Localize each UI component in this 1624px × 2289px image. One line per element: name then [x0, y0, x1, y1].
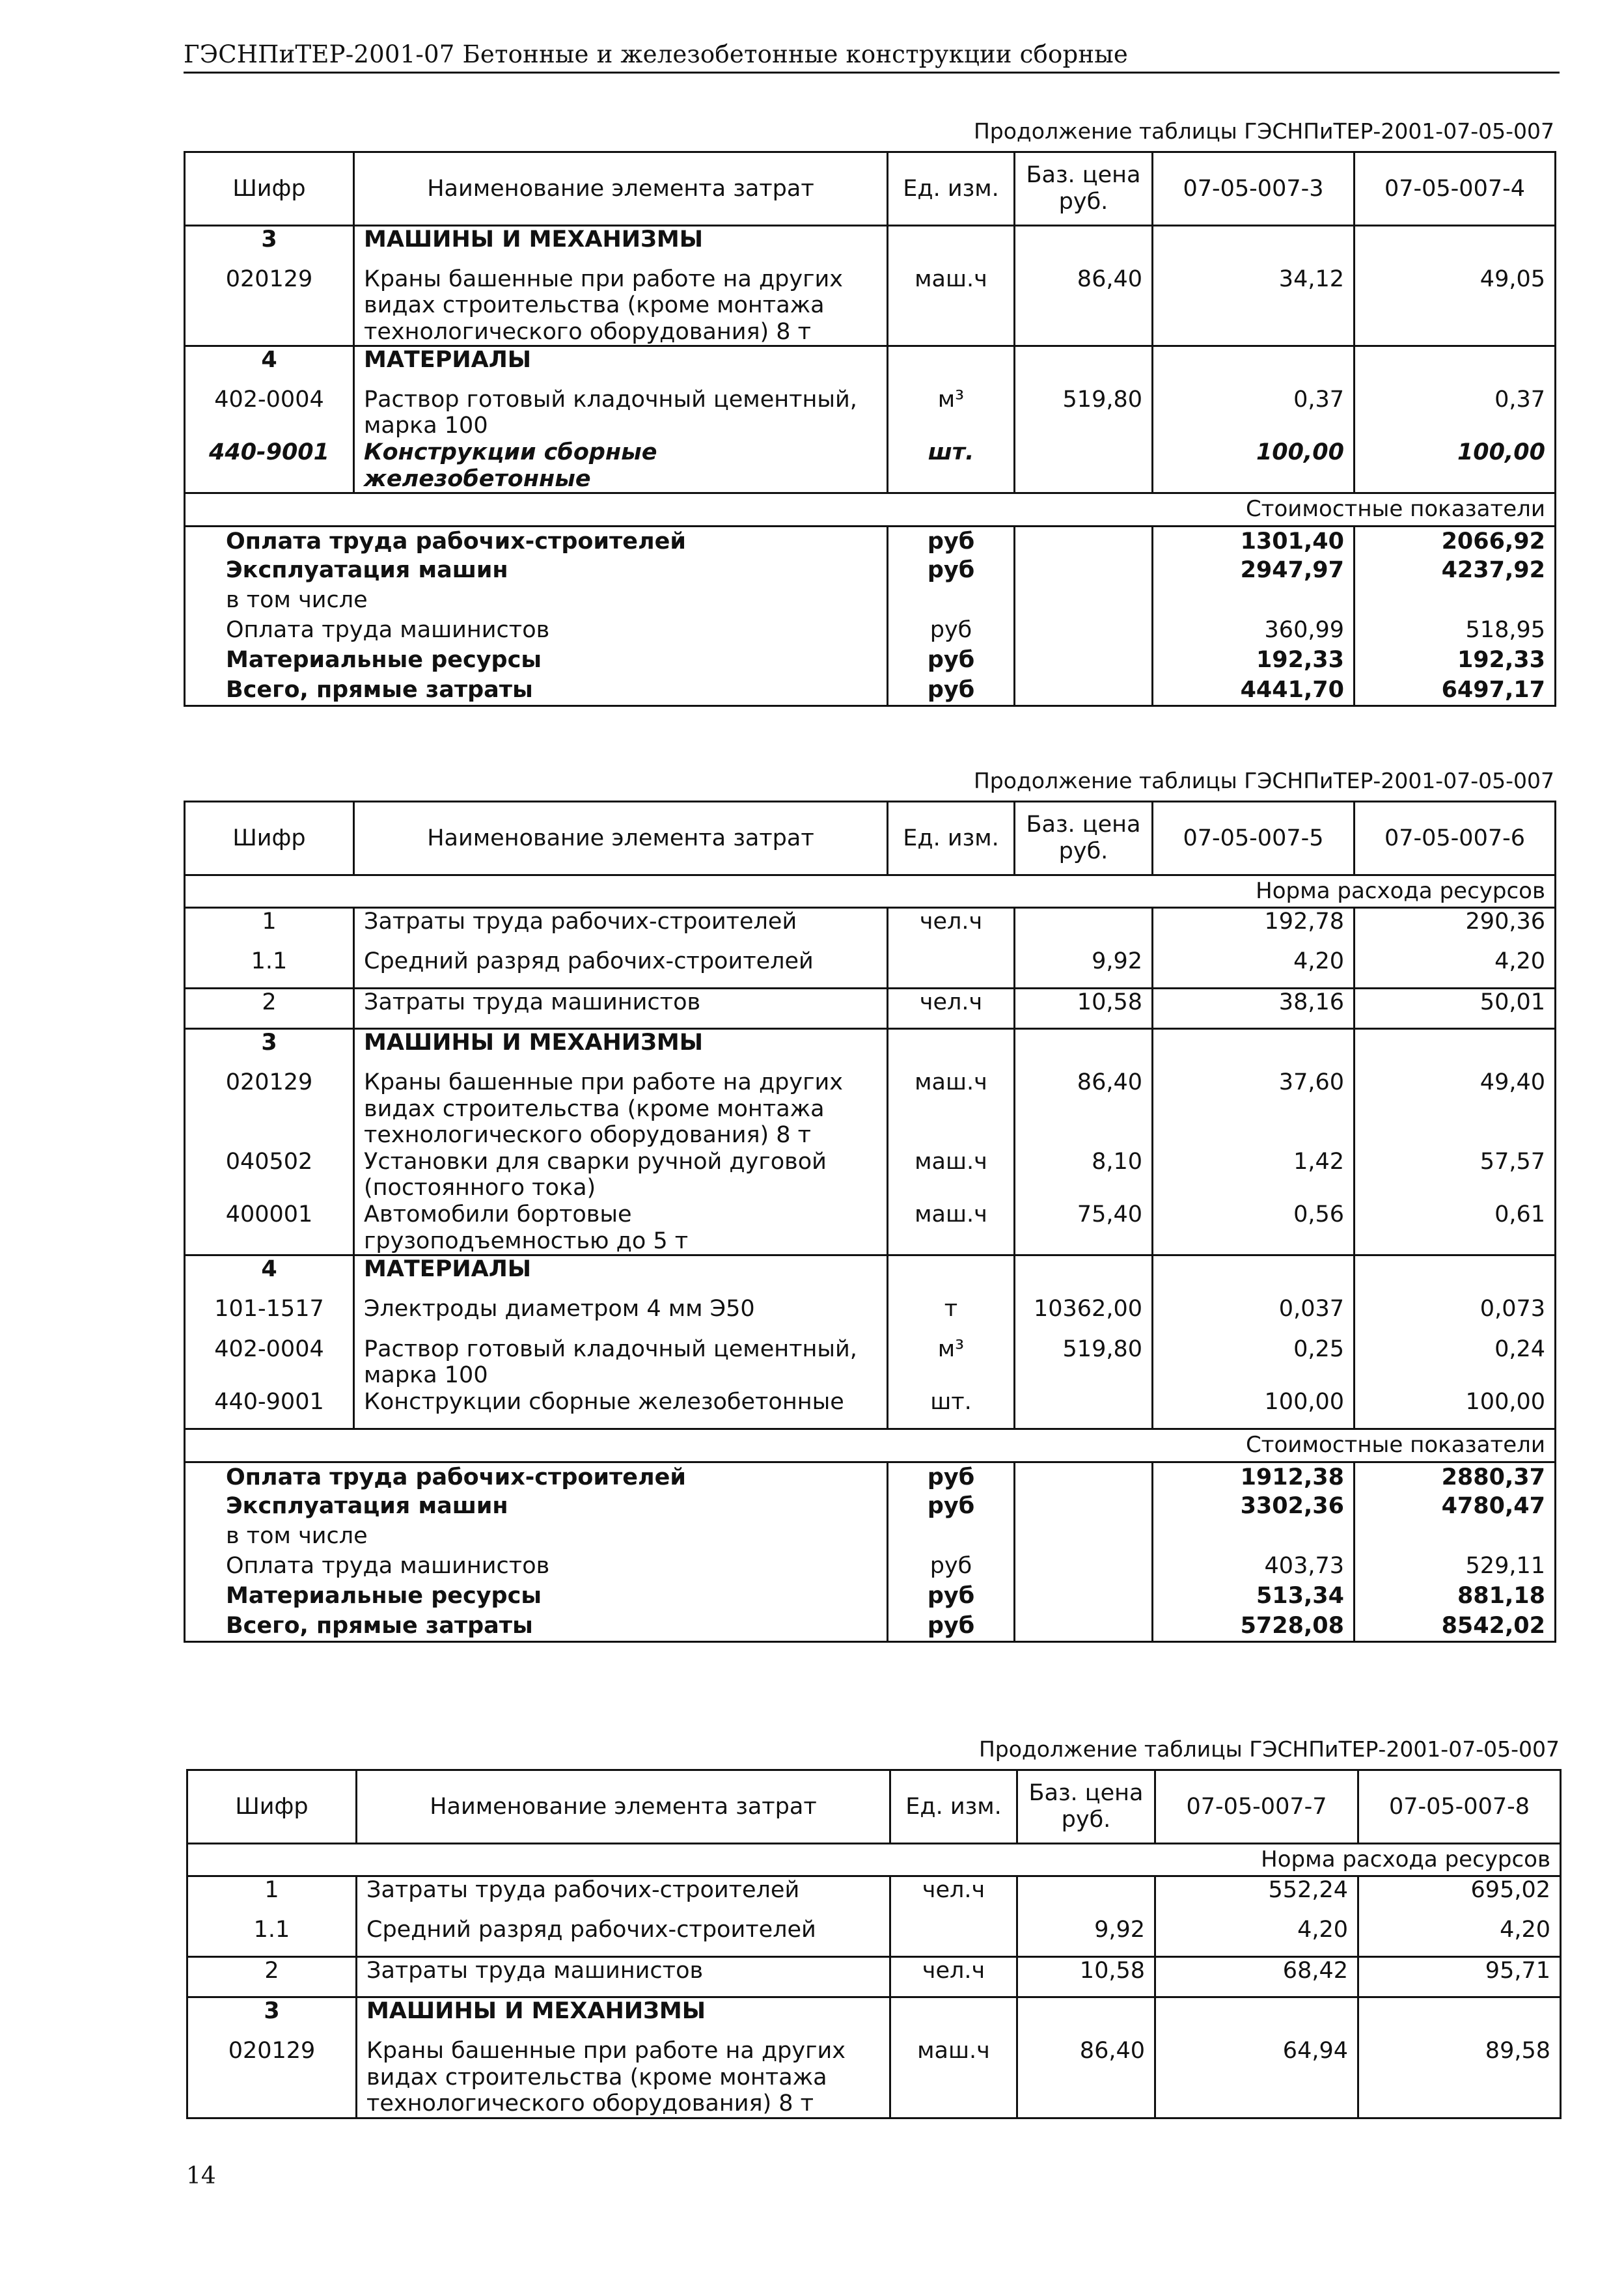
resource-table [186, 1769, 1562, 2119]
row-value-a: 4,20 [1153, 948, 1355, 989]
table-row [187, 1957, 1561, 1997]
row-base-price: 9,92 [1015, 948, 1153, 989]
row-base-price [1015, 1389, 1153, 1429]
table-row [185, 346, 1556, 387]
cost-base-price [1015, 616, 1153, 646]
row-code: 402-0004 [185, 387, 354, 439]
row-name: Затраты труда рабочих-строителей [357, 1876, 890, 1917]
table-caption: Продолжение таблицы ГЭСНПиТЕР-2001-07-05-007 [973, 118, 1554, 144]
cost-value-a: 4441,70 [1153, 676, 1355, 706]
row-value-b: 49,40 [1355, 1069, 1556, 1149]
column-header-name: Наименование элемента затрат [354, 802, 888, 875]
row-unit: маш.ч [888, 1149, 1015, 1201]
row-value-a [1153, 1029, 1355, 1069]
cost-row [185, 526, 1556, 556]
column-header-code: Шифр [185, 152, 354, 226]
row-unit [888, 1255, 1015, 1296]
row-value-b: 95,71 [1358, 1957, 1561, 1997]
row-base-price [1015, 1029, 1153, 1069]
row-code: 400001 [185, 1201, 354, 1255]
table-row [185, 226, 1556, 266]
cost-unit: руб [888, 616, 1015, 646]
cost-base-price [1015, 676, 1153, 706]
row-value-b: 49,05 [1355, 266, 1556, 346]
table-row [187, 1997, 1561, 2038]
column-header-code: Шифр [185, 802, 354, 875]
cost-value-b: 2066,92 [1355, 526, 1556, 556]
row-base-price [1015, 346, 1153, 387]
column-header-unit: Ед. изм. [888, 802, 1015, 875]
cost-base-price [1015, 1582, 1153, 1611]
table-row [185, 439, 1556, 493]
row-base-price: 519,80 [1015, 387, 1153, 439]
row-base-price: 10,58 [1015, 989, 1153, 1029]
row-code: 3 [185, 1029, 354, 1069]
row-unit: чел.ч [888, 908, 1015, 948]
table-row [185, 989, 1556, 1029]
row-base-price: 86,40 [1015, 1069, 1153, 1149]
cost-label: Оплата труда рабочих-строителей [185, 526, 888, 556]
row-base-price [1015, 439, 1153, 493]
row-code: 2 [187, 1957, 357, 1997]
table-row [185, 1029, 1556, 1069]
row-name: Конструкции сборные железобетонные [354, 439, 888, 493]
row-name: МАТЕРИАЛЫ [354, 346, 888, 387]
row-code: 101-1517 [185, 1296, 354, 1336]
row-base-price [1015, 1255, 1153, 1296]
row-code: 020129 [187, 2038, 357, 2118]
row-value-a: 64,94 [1155, 2038, 1358, 2118]
cost-value-a: 1912,38 [1153, 1462, 1355, 1492]
table-header-row [187, 1770, 1561, 1844]
cost-label: Оплата труда машинистов [185, 616, 888, 646]
cost-value-a: 5728,08 [1153, 1611, 1355, 1641]
cost-value-a: 513,34 [1153, 1582, 1355, 1611]
row-name: Электроды диаметром 4 мм Э50 [354, 1296, 888, 1336]
norm-caption: Норма расхода ресурсов [185, 875, 1556, 908]
cost-row [185, 556, 1556, 586]
cost-label: Оплата труда машинистов [185, 1552, 888, 1582]
cost-caption-row [185, 493, 1556, 526]
cost-unit: руб [888, 526, 1015, 556]
cost-value-a: 3302,36 [1153, 1492, 1355, 1522]
cost-value-a: 360,99 [1153, 616, 1355, 646]
column-header-unit: Ед. изм. [890, 1770, 1017, 1844]
column-header-norm-a: 07-05-007-3 [1153, 152, 1355, 226]
row-value-b: 57,57 [1355, 1149, 1556, 1201]
row-name: Краны башенные при работе на других видах строительства (кроме монтажа технологического оборудования) 8 т [354, 1069, 888, 1149]
row-value-b: 0,073 [1355, 1296, 1556, 1336]
row-value-b: 100,00 [1355, 1389, 1556, 1429]
row-name: Установки для сварки ручной дуговой (постоянного тока) [354, 1149, 888, 1201]
cost-value-a: 192,33 [1153, 646, 1355, 676]
column-header-norm-a: 07-05-007-7 [1155, 1770, 1358, 1844]
table-row [185, 1201, 1556, 1255]
cost-value-b [1355, 1522, 1556, 1552]
row-value-a: 34,12 [1153, 266, 1355, 346]
row-value-b [1358, 1997, 1561, 2038]
resource-table [184, 801, 1556, 1643]
cost-value-b: 518,95 [1355, 616, 1556, 646]
column-header-unit: Ед. изм. [888, 152, 1015, 226]
column-header-code: Шифр [187, 1770, 357, 1844]
page-number: 14 [186, 2163, 216, 2189]
cost-label: в том числе [185, 1522, 888, 1552]
row-code: 440-9001 [185, 1389, 354, 1429]
cost-base-price [1015, 1462, 1153, 1492]
row-unit: т [888, 1296, 1015, 1336]
row-base-price: 10362,00 [1015, 1296, 1153, 1336]
row-base-price: 86,40 [1015, 266, 1153, 346]
row-code: 2 [185, 989, 354, 1029]
row-code: 440-9001 [185, 439, 354, 493]
row-value-b: 4,20 [1358, 1917, 1561, 1957]
row-value-a: 4,20 [1155, 1917, 1358, 1957]
column-header-norm-b: 07-05-007-4 [1355, 152, 1556, 226]
row-code: 3 [187, 1997, 357, 2038]
cost-value-b: 2880,37 [1355, 1462, 1556, 1492]
row-value-a [1153, 226, 1355, 266]
row-unit [888, 226, 1015, 266]
row-value-a [1153, 346, 1355, 387]
row-unit: маш.ч [888, 266, 1015, 346]
table-row [185, 1389, 1556, 1429]
cost-value-b: 4780,47 [1355, 1492, 1556, 1522]
row-unit: чел.ч [888, 989, 1015, 1029]
column-header-base-price: Баз. цена руб. [1017, 1770, 1155, 1844]
table-row [185, 1296, 1556, 1336]
table-row [187, 1876, 1561, 1917]
row-value-b: 0,61 [1355, 1201, 1556, 1255]
cost-base-price [1015, 646, 1153, 676]
cost-unit: руб [888, 1462, 1015, 1492]
table-row [185, 1255, 1556, 1296]
cost-unit: руб [888, 1582, 1015, 1611]
row-unit: чел.ч [890, 1876, 1017, 1917]
row-base-price: 86,40 [1017, 2038, 1155, 2118]
row-code: 1.1 [187, 1917, 357, 1957]
row-value-a: 68,42 [1155, 1957, 1358, 1997]
cost-label: Всего, прямые затраты [185, 676, 888, 706]
row-value-b: 695,02 [1358, 1876, 1561, 1917]
cost-row [185, 1522, 1556, 1552]
table-row [187, 1917, 1561, 1957]
row-base-price [1015, 908, 1153, 948]
row-unit [890, 1917, 1017, 1957]
table-row [185, 1336, 1556, 1389]
row-name: Затраты труда машинистов [354, 989, 888, 1029]
cost-row [185, 1462, 1556, 1492]
cost-value-b [1355, 586, 1556, 616]
column-header-norm-b: 07-05-007-6 [1355, 802, 1556, 875]
row-unit [888, 346, 1015, 387]
row-value-b: 0,37 [1355, 387, 1556, 439]
row-value-b: 100,00 [1355, 439, 1556, 493]
row-code: 3 [185, 226, 354, 266]
cost-value-a [1153, 586, 1355, 616]
row-name: МАШИНЫ И МЕХАНИЗМЫ [357, 1997, 890, 2038]
cost-base-price [1015, 556, 1153, 586]
row-unit: маш.ч [888, 1069, 1015, 1149]
cost-unit: руб [888, 556, 1015, 586]
cost-value-a: 1301,40 [1153, 526, 1355, 556]
row-value-a: 37,60 [1153, 1069, 1355, 1149]
row-value-b [1355, 226, 1556, 266]
cost-row [185, 1611, 1556, 1641]
cost-base-price [1015, 1522, 1153, 1552]
column-header-base-price: Баз. цена руб. [1015, 802, 1153, 875]
row-unit [890, 1997, 1017, 2038]
row-value-a [1153, 1255, 1355, 1296]
cost-value-b: 529,11 [1355, 1552, 1556, 1582]
row-code: 1 [187, 1876, 357, 1917]
row-value-a: 0,037 [1153, 1296, 1355, 1336]
row-code: 040502 [185, 1149, 354, 1201]
row-code: 1 [185, 908, 354, 948]
column-header-norm-b: 07-05-007-8 [1358, 1770, 1561, 1844]
cost-value-b: 881,18 [1355, 1582, 1556, 1611]
row-name: МАШИНЫ И МЕХАНИЗМЫ [354, 226, 888, 266]
resource-table [184, 151, 1556, 707]
cost-label: Оплата труда рабочих-строителей [185, 1462, 888, 1492]
row-base-price: 10,58 [1017, 1957, 1155, 1997]
row-base-price: 8,10 [1015, 1149, 1153, 1201]
cost-row [185, 646, 1556, 676]
row-value-a: 192,78 [1153, 908, 1355, 948]
row-value-a: 38,16 [1153, 989, 1355, 1029]
cost-caption-row [185, 1429, 1556, 1462]
cost-unit: руб [888, 1611, 1015, 1641]
row-code: 4 [185, 346, 354, 387]
column-header-name: Наименование элемента затрат [354, 152, 888, 226]
table-caption: Продолжение таблицы ГЭСНПиТЕР-2001-07-05-007 [973, 768, 1554, 793]
row-unit: м³ [888, 387, 1015, 439]
row-code: 020129 [185, 266, 354, 346]
table-row [187, 2038, 1561, 2118]
column-header-base-price: Баз. цена руб. [1015, 152, 1153, 226]
row-unit: шт. [888, 439, 1015, 493]
row-value-b [1355, 1255, 1556, 1296]
cost-label: Материальные ресурсы [185, 1582, 888, 1611]
row-name: Конструкции сборные железобетонные [354, 1389, 888, 1429]
row-unit [888, 1029, 1015, 1069]
table-row [185, 387, 1556, 439]
header-rule [184, 72, 1560, 74]
row-base-price [1017, 1997, 1155, 2038]
row-value-b: 50,01 [1355, 989, 1556, 1029]
row-unit: маш.ч [890, 2038, 1017, 2118]
row-base-price: 519,80 [1015, 1336, 1153, 1389]
cost-value-b: 8542,02 [1355, 1611, 1556, 1641]
cost-row [185, 676, 1556, 706]
cost-unit: руб [888, 676, 1015, 706]
row-value-a: 0,56 [1153, 1201, 1355, 1255]
row-name: Средний разряд рабочих-строителей [357, 1917, 890, 1957]
cost-row [185, 586, 1556, 616]
row-base-price: 75,40 [1015, 1201, 1153, 1255]
norm-caption-row [185, 875, 1556, 908]
row-unit: маш.ч [888, 1201, 1015, 1255]
cost-row [185, 1552, 1556, 1582]
row-value-a: 100,00 [1153, 1389, 1355, 1429]
row-unit: чел.ч [890, 1957, 1017, 1997]
table-header-row [185, 802, 1556, 875]
row-name: МАТЕРИАЛЫ [354, 1255, 888, 1296]
row-value-b: 89,58 [1358, 2038, 1561, 2118]
cost-value-a [1153, 1522, 1355, 1552]
cost-caption: Стоимостные показатели [185, 1429, 1556, 1462]
table-row [185, 266, 1556, 346]
cost-unit: руб [888, 1552, 1015, 1582]
row-value-a: 0,25 [1153, 1336, 1355, 1389]
cost-caption: Стоимостные показатели [185, 493, 1556, 526]
row-value-b [1355, 1029, 1556, 1069]
cost-label: Материальные ресурсы [185, 646, 888, 676]
row-value-a: 552,24 [1155, 1876, 1358, 1917]
cost-label: Всего, прямые затраты [185, 1611, 888, 1641]
cost-label: Эксплуатация машин [185, 556, 888, 586]
row-name: Краны башенные при работе на других видах строительства (кроме монтажа технологического оборудования) 8 т [357, 2038, 890, 2118]
cost-base-price [1015, 1611, 1153, 1641]
row-unit: шт. [888, 1389, 1015, 1429]
row-base-price: 9,92 [1017, 1917, 1155, 1957]
cost-value-b: 192,33 [1355, 646, 1556, 676]
table-row [185, 1069, 1556, 1149]
row-name: Раствор готовый кладочный цементный, марка 100 [354, 1336, 888, 1389]
cost-base-price [1015, 1552, 1153, 1582]
cost-row [185, 1492, 1556, 1522]
cost-base-price [1015, 586, 1153, 616]
page-header: ГЭСНПиТЕР-2001-07 Бетонные и железобетонные конструкции сборные [184, 40, 1128, 68]
cost-value-b: 6497,17 [1355, 676, 1556, 706]
row-name: Раствор готовый кладочный цементный, марка 100 [354, 387, 888, 439]
row-code: 1.1 [185, 948, 354, 989]
cost-base-price [1015, 526, 1153, 556]
cost-value-a: 403,73 [1153, 1552, 1355, 1582]
cost-label: в том числе [185, 586, 888, 616]
cost-row [185, 616, 1556, 646]
row-value-b: 4,20 [1355, 948, 1556, 989]
row-value-b [1355, 346, 1556, 387]
cost-row [185, 1582, 1556, 1611]
row-unit [888, 948, 1015, 989]
row-code: 402-0004 [185, 1336, 354, 1389]
column-header-name: Наименование элемента затрат [357, 1770, 890, 1844]
cost-unit [888, 586, 1015, 616]
row-base-price [1015, 226, 1153, 266]
cost-unit [888, 1522, 1015, 1552]
row-name: Краны башенные при работе на других видах строительства (кроме монтажа технологического оборудования) 8 т [354, 266, 888, 346]
table-caption: Продолжение таблицы ГЭСНПиТЕР-2001-07-05-007 [978, 1736, 1560, 1762]
norm-caption: Норма расхода ресурсов [187, 1844, 1561, 1876]
row-code: 020129 [185, 1069, 354, 1149]
row-name: МАШИНЫ И МЕХАНИЗМЫ [354, 1029, 888, 1069]
row-name: Средний разряд рабочих-строителей [354, 948, 888, 989]
table-row [185, 908, 1556, 948]
cost-value-b: 4237,92 [1355, 556, 1556, 586]
row-value-b: 290,36 [1355, 908, 1556, 948]
cost-unit: руб [888, 1492, 1015, 1522]
row-value-a [1155, 1997, 1358, 2038]
row-value-a: 100,00 [1153, 439, 1355, 493]
table-header-row [185, 152, 1556, 226]
table-row [185, 1149, 1556, 1201]
cost-label: Эксплуатация машин [185, 1492, 888, 1522]
row-name: Затраты труда машинистов [357, 1957, 890, 1997]
norm-caption-row [187, 1844, 1561, 1876]
row-value-b: 0,24 [1355, 1336, 1556, 1389]
row-value-a: 0,37 [1153, 387, 1355, 439]
row-unit: м³ [888, 1336, 1015, 1389]
column-header-norm-a: 07-05-007-5 [1153, 802, 1355, 875]
row-base-price [1017, 1876, 1155, 1917]
row-name: Затраты труда рабочих-строителей [354, 908, 888, 948]
row-value-a: 1,42 [1153, 1149, 1355, 1201]
cost-unit: руб [888, 646, 1015, 676]
cost-value-a: 2947,97 [1153, 556, 1355, 586]
table-row [185, 948, 1556, 989]
row-code: 4 [185, 1255, 354, 1296]
row-name: Автомобили бортовые грузоподъемностью до 5 т [354, 1201, 888, 1255]
cost-base-price [1015, 1492, 1153, 1522]
